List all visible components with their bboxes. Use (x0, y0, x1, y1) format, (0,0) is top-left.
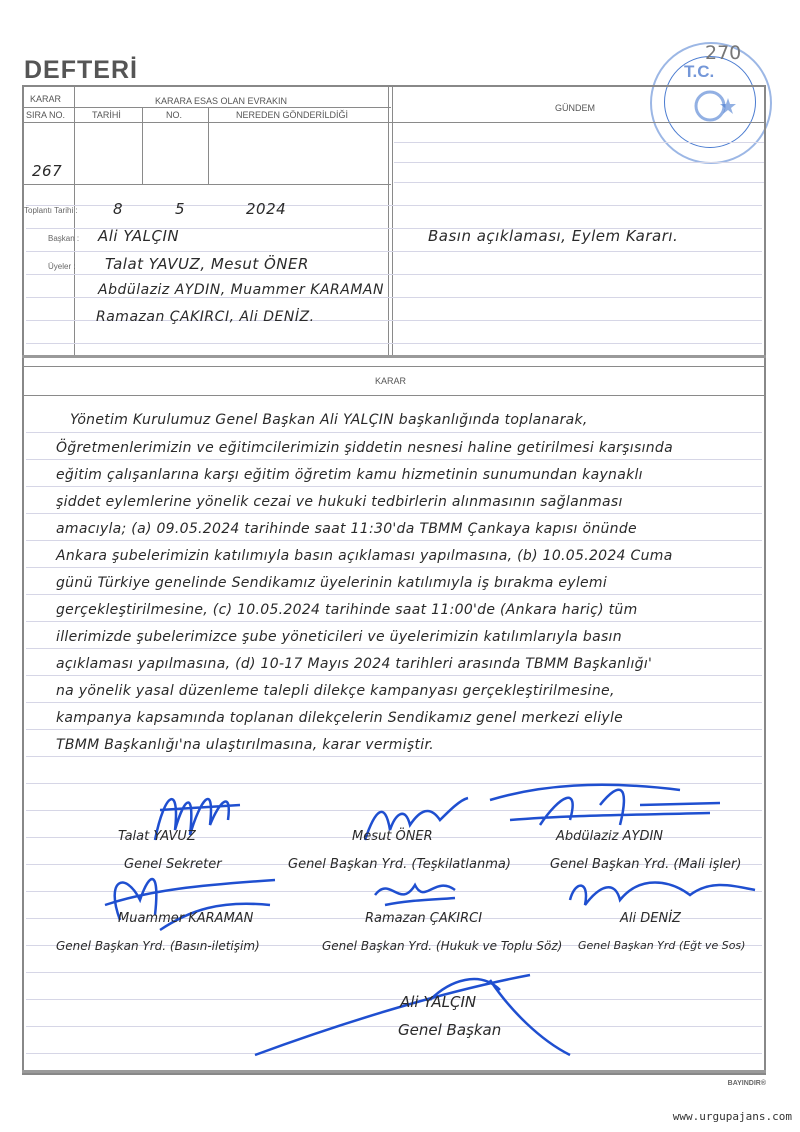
sig-title: Genel Başkan Yrd. (Basın-iletişim) (56, 939, 260, 953)
sig-name: Ali YALÇIN (400, 993, 477, 1011)
gundem-label: GÜNDEM (555, 103, 595, 113)
no-label: NO. (166, 110, 183, 120)
bottom-line (22, 1070, 766, 1073)
karar-line: günü Türkiye genelinde Sendikamız üyelerinin katılımıyla iş bırakma eylemi (56, 575, 608, 591)
sira-label: SIRA NO. (26, 110, 66, 120)
sig-title: Genel Başkan (398, 1021, 502, 1039)
sig-name: Abdülaziz AYDIN (556, 829, 664, 844)
col-divider-sira (74, 87, 75, 355)
evrak-label: KARARA ESAS OLAN EVRAKIN (155, 96, 288, 106)
ledger-title: DEFTERİ (24, 56, 138, 84)
sig-title: Genel Başkan Yrd. (Hukuk ve Toplu Söz) (322, 939, 563, 953)
brand-label: BAYINDIR® (727, 1080, 766, 1087)
sig-title: Genel Başkan Yrd. (Mali işler) (550, 857, 742, 872)
gonderen-label: NEREDEN GÖNDERİLDİĞİ (236, 110, 349, 120)
sig-title: Genel Başkan Yrd. (Teşkilatlanma) (288, 857, 511, 872)
karar-line: amacıyla; (a) 09.05.2024 tarihinde saat 11:30'da TBMM Çankaya kapısı önünde (56, 521, 637, 537)
sig-name: Ali DENİZ (620, 911, 681, 926)
karar-line: açıklaması yapılmasına, (d) 10-17 Mayıs 2024 tarihleri arasında TBMM Başkanlığı' (56, 656, 653, 672)
tarihi-label: TARİHİ (92, 110, 121, 120)
karar-line: kampanya kapsamında toplanan dilekçelerin Sendikamız genel merkezi eliyle (56, 710, 624, 726)
baskan-label: Başkan : (48, 234, 80, 243)
karar-line: illerimizde şubelerimizce şube yöneticileri ve üyelerimizin katılımlarıyla basın (56, 629, 622, 645)
section-divider (22, 355, 766, 358)
sig-name: Talat YAVUZ (118, 829, 196, 844)
toplanti-label: Toplantı Tarihi : (24, 206, 78, 215)
sira-no: 267 (32, 162, 63, 180)
karar-header-top (22, 366, 766, 367)
col-divider-tarih (142, 107, 143, 185)
uyeler-line-2: Abdülaziz AYDIN, Muammer KARAMAN (98, 282, 384, 298)
sig-title: Genel Başkan Yrd (Eğt ve Sos) (578, 939, 746, 952)
karar-section-label: KARAR (375, 376, 407, 386)
karar-line: Öğretmenlerimizin ve eğitimcilerimizin şiddetin nesnesi haline getirilmesi karşısında (56, 440, 673, 456)
karar-line: TBMM Başkanlığı'na ulaştırılmasına, karar vermiştir. (56, 737, 435, 753)
col-divider-gundem-2 (392, 87, 393, 355)
sig-title: Genel Sekreter (124, 857, 222, 872)
karar-line: gerçekleştirilmesine, (c) 10.05.2024 tarihinde saat 11:00'de (Ankara hariç) tüm (56, 602, 638, 618)
sig-name: Ramazan ÇAKIRCI (365, 911, 483, 926)
date-day: 8 (113, 200, 124, 218)
uyeler-label: Üyeler : (48, 262, 76, 271)
date-year: 2024 (246, 200, 287, 218)
karar-line: Yönetim Kurulumuz Genel Başkan Ali YALÇIN başkanlığında toplanarak, (70, 412, 588, 428)
karar-label: KARAR (30, 94, 62, 104)
sig-name: Mesut ÖNER (352, 829, 433, 844)
gundem-text: Basın açıklaması, Eylem Kararı. (428, 227, 679, 245)
stamp-text: T.C. (684, 62, 715, 81)
karar-line: na yönelik yasal düzenleme talepli dilekçe kampanyası gerçekleştirilmesine, (56, 683, 615, 699)
col-divider-no (208, 107, 209, 185)
uyeler-line-3: Ramazan ÇAKIRCI, Ali DENİZ. (96, 309, 315, 325)
signature-talat-yavuz (140, 770, 250, 860)
page-number: 270 (705, 42, 742, 64)
karar-header-bottom (22, 395, 766, 396)
website-watermark: www.urgupajans.com (672, 1110, 792, 1123)
karar-line: Ankara şubelerimizin katılımıyla basın açıklaması yapılmasına, (b) 10.05.2024 Cuma (56, 548, 673, 564)
baskan-name: Ali YALÇIN (98, 227, 180, 245)
uyeler-line-1: Talat YAVUZ, Mesut ÖNER (105, 255, 309, 273)
signature-muammer-karaman (100, 860, 280, 940)
col-divider-gundem (388, 87, 389, 355)
karar-line: şiddet eylemlerine yönelik cezai ve hukuki tedbirlerin alınmasının sağlanması (56, 494, 623, 510)
date-month: 5 (175, 200, 186, 218)
header-divider (22, 107, 391, 108)
sig-name: Muammer KARAMAN (118, 911, 254, 926)
karar-line: eğitim çalışanlarına karşı eğitim öğretim kamu hizmetinin sunumundan kaynaklı (56, 467, 643, 483)
row-divider-entry (22, 184, 391, 185)
header-bottom-line (22, 122, 766, 123)
